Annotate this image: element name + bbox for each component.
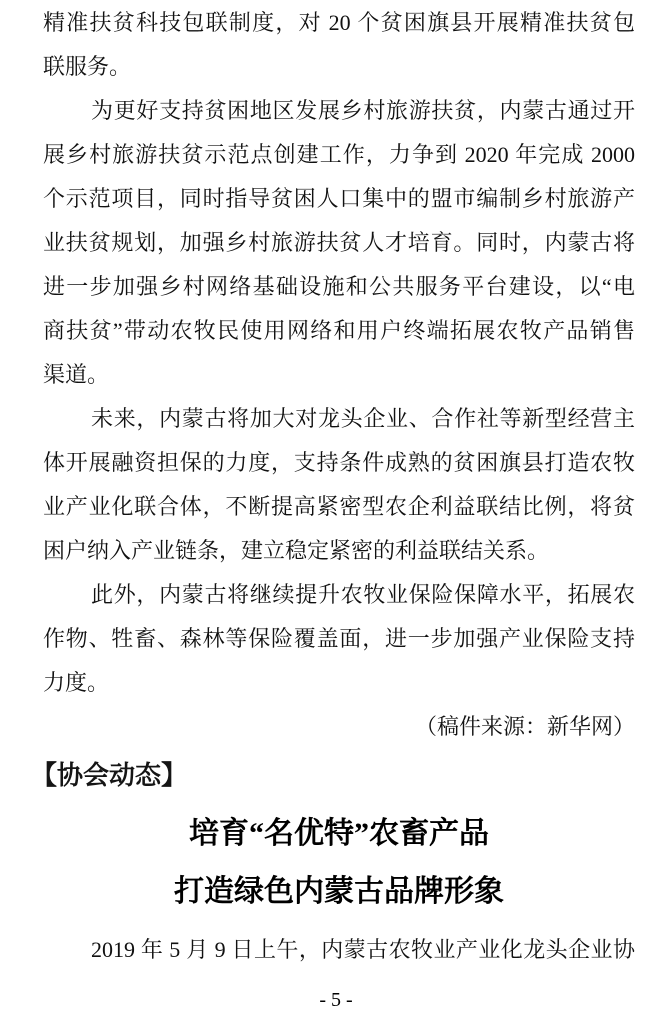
text-line: 体开展融资担保的力度，支持条件成熟的贫困旗县打造农牧 (43, 450, 635, 475)
article-title-line-1: 培育“名优特”农畜产品 (189, 817, 489, 850)
text-line: 商扶贫”带动农牧民使用网络和用户终端拓展农牧产品销售 (43, 318, 635, 343)
page-number: - 5 - (319, 989, 353, 1011)
source-attribution: （稿件来源：新华网） (414, 714, 635, 739)
section-heading: 【协会动态】 (31, 760, 188, 790)
article-title (43, 805, 635, 921)
article-title-line-2: 打造绿色内蒙古品牌形象 (174, 875, 504, 908)
text-line: 业扶贫规划，加强乡村旅游扶贫人才培育。同时，内蒙古将 (43, 230, 635, 255)
text-line: 进一步加强乡村网络基础设施和公共服务平台建设，以“电 (43, 274, 635, 299)
text-line: 渠道。 (43, 362, 110, 387)
text-line: 个示范项目，同时指导贫困人口集中的盟市编制乡村旅游产 (43, 186, 635, 211)
text-line: 联服务。 (43, 54, 132, 79)
text-line: 业产业化联合体，不断提高紧密型农企利益联结比例，将贫 (43, 494, 635, 519)
text-line: 精准扶贫科技包联制度，对 20 个贫困旗县开展精准扶贫包 (43, 10, 635, 35)
text-line: 力度。 (43, 670, 110, 695)
text-line: 此外，内蒙古将继续提升农牧业保险保障水平，拓展农 (91, 582, 635, 607)
text-line: 为更好支持贫困地区发展乡村旅游扶贫，内蒙古通过开 (91, 98, 635, 123)
text-line: 困户纳入产业链条，建立稳定紧密的利益联结关系。 (43, 538, 550, 563)
text-line: 展乡村旅游扶贫示范点创建工作，力争到 2020 年完成 2000 (43, 142, 635, 167)
text-line: 作物、牲畜、森林等保险覆盖面，进一步加强产业保险支持 (43, 626, 635, 651)
text-line: 2019 年 5 月 9 日上午，内蒙古农牧业产业化龙头企业协 (91, 937, 635, 962)
article-body (43, 1, 635, 749)
text-line: 未来，内蒙古将加大对龙头企业、合作社等新型经营主 (91, 406, 635, 431)
